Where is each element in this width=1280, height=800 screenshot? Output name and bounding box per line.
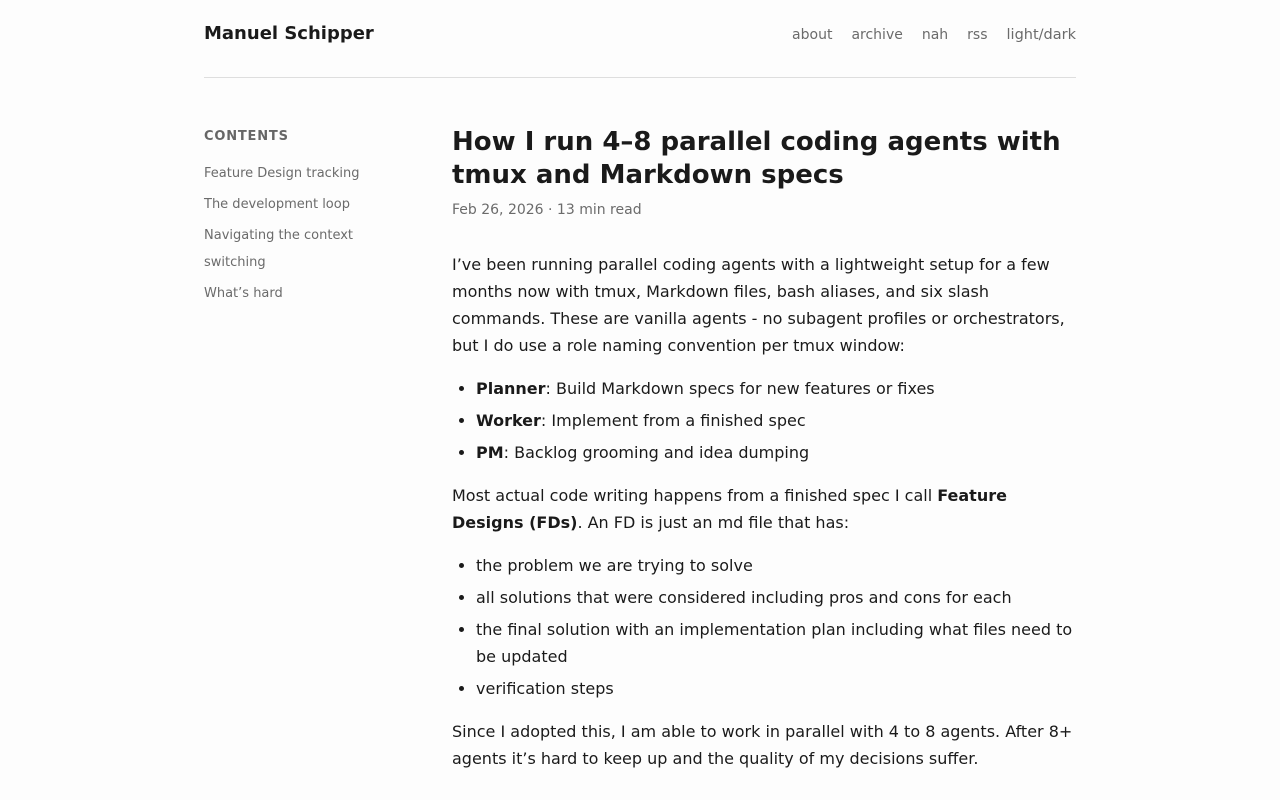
- fd-term: Feature Designs (FDs): [452, 486, 1007, 532]
- list-item: [476, 407, 1076, 434]
- roles-list: [452, 375, 1076, 466]
- list-item: [476, 375, 1076, 402]
- toc-item: [204, 160, 374, 187]
- closing-paragraph: Since I adopted this, I am able to work in parallel with 4 to 8 agents. After 8+ agents it’s hard to keep up and the quality of my decisions suffer.: [452, 722, 1073, 768]
- list-item: • all solutions that were considered including pros and cons for each: [476, 584, 1076, 611]
- list-item: [476, 439, 1076, 466]
- toc-link-whats-hard[interactable]: What’s hard: [204, 286, 283, 301]
- toc-link-development-loop[interactable]: The development loop: [204, 197, 350, 212]
- toc-link-feature-design-tracking[interactable]: Feature Design tracking: [204, 166, 360, 181]
- toc-heading: CONTENTS: [204, 129, 289, 144]
- toc-list: [204, 160, 452, 307]
- page-container: [204, 0, 1076, 788]
- theme-toggle-button[interactable]: light/dark: [1006, 27, 1076, 43]
- table-of-contents: [204, 130, 452, 788]
- toc-item: [204, 280, 374, 307]
- main-nav: [773, 27, 1076, 43]
- intro-paragraph: I’ve been running parallel coding agents with a lightweight setup for a few months now with tmux, Markdown files, bash aliases, and six slash commands. These are vanilla agents - no subagent profiles or orchestrators, but I do use a role naming convention per tmux window:: [452, 255, 1065, 355]
- post-title: How I run 4–8 parallel coding agents with tmux and Markdown specs: [452, 127, 1061, 190]
- list-item: • the final solution with an implementation plan including what files need to be updated: [476, 616, 1076, 670]
- role-name: PM: [476, 443, 504, 462]
- role-desc: : Backlog grooming and idea dumping: [503, 443, 810, 462]
- nav-nah[interactable]: nah: [921, 27, 949, 43]
- nav-rss[interactable]: rss: [967, 27, 988, 43]
- fd-paragraph: [452, 482, 1076, 536]
- blog-post: [452, 127, 1076, 788]
- role-name: Worker: [476, 411, 541, 430]
- nav-archive[interactable]: archive: [851, 27, 903, 43]
- fd-text-before: Most actual code writing happens from a finished spec I call: [452, 486, 938, 505]
- toc-item: [204, 222, 374, 276]
- post-body: [452, 251, 1076, 772]
- role-desc: : Implement from a finished spec: [540, 411, 806, 430]
- nav-about[interactable]: about: [792, 27, 833, 43]
- post-meta: Feb 26, 2026 · 13 min read: [452, 202, 642, 218]
- content-layout: [204, 127, 1076, 788]
- role-name: Planner: [476, 379, 546, 398]
- fd-contents-list: [452, 552, 1076, 702]
- role-desc: : Build Markdown specs for new features or fixes: [545, 379, 935, 398]
- list-item: • the problem we are trying to solve: [476, 552, 1076, 579]
- fd-text-after: . An FD is just an md file that has:: [577, 513, 850, 532]
- site-header: [204, 0, 1076, 78]
- toc-link-context-switching[interactable]: Navigating the context switching: [204, 228, 354, 270]
- site-title-link[interactable]: Manuel Schipper: [204, 23, 374, 44]
- toc-item: [204, 191, 374, 218]
- list-item: • verification steps: [476, 675, 1076, 702]
